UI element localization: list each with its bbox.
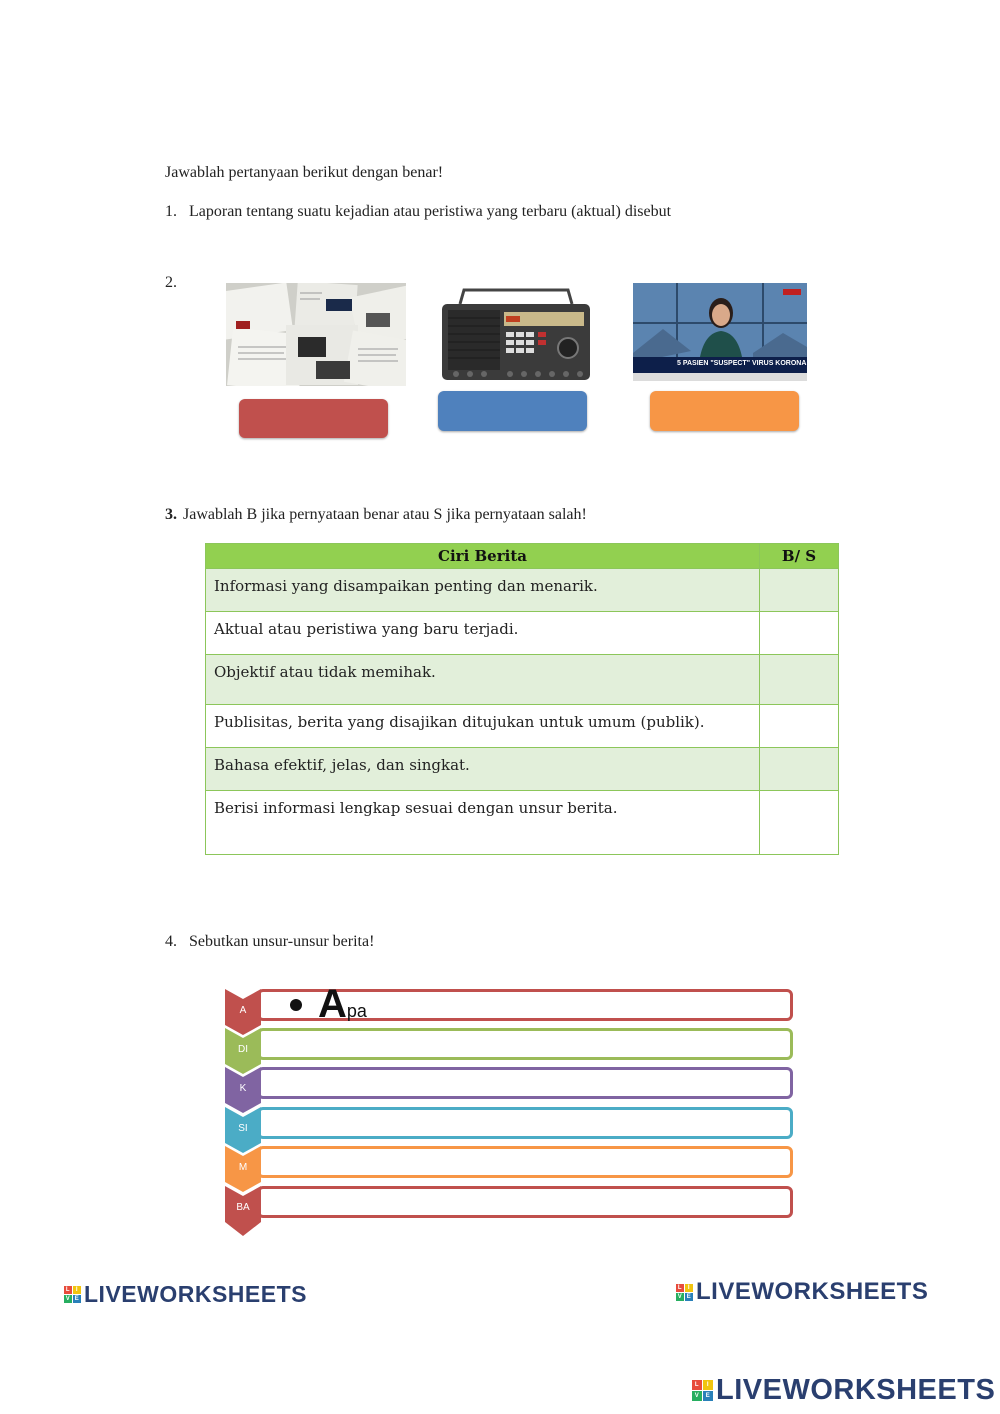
table-row	[206, 791, 839, 855]
example-small-text: pa	[346, 1001, 367, 1021]
answer-cell[interactable]	[760, 612, 839, 655]
bullet-icon	[290, 999, 302, 1011]
example-big-letter: A	[318, 982, 347, 1026]
statement-text: Informasi yang disampaikan penting dan menarik.	[206, 569, 760, 612]
question-1	[165, 203, 671, 221]
statement-text: Objektif atau tidak memihak.	[206, 655, 760, 705]
unsur-row-ba	[225, 1186, 793, 1220]
table-row	[206, 705, 839, 748]
table-header-row	[206, 544, 839, 569]
liveworksheets-logo	[676, 1278, 928, 1306]
answer-field-di[interactable]	[257, 1028, 793, 1060]
chevron-ba	[225, 1186, 261, 1232]
answer-field-si[interactable]	[257, 1107, 793, 1139]
answer-box-radio[interactable]	[438, 391, 587, 431]
liveworksheets-icon: L I V E	[677, 1284, 692, 1300]
question-1-text: Laporan tentang suatu kejadian atau peristiwa yang terbaru (aktual) disebut	[189, 203, 672, 220]
table-row	[206, 569, 839, 612]
header-bs: B/ S	[760, 544, 839, 569]
table-row	[206, 612, 839, 655]
tv-news-image	[633, 283, 807, 381]
table-row	[206, 655, 839, 705]
question-1-number: 1.	[165, 203, 177, 220]
answer-field-k[interactable]	[257, 1067, 793, 1099]
radio-image	[440, 286, 592, 382]
instruction-text: Jawablah pertanyaan berikut dengan benar!	[165, 164, 444, 181]
answer-cell[interactable]	[760, 748, 839, 791]
answer-field-m[interactable]	[257, 1146, 793, 1178]
unsur-row-di	[225, 1028, 793, 1062]
liveworksheets-icon: L I V E	[692, 1380, 713, 1401]
question-4	[165, 933, 374, 951]
statement-text: Bahasa efektif, jelas, dan singkat.	[206, 748, 760, 791]
question-3-text: Jawablah B jika pernyataan benar atau S jika pernyataan salah!	[183, 506, 587, 523]
question-4-text: Sebutkan unsur-unsur berita!	[189, 933, 375, 950]
chevron-label: BA	[236, 1202, 250, 1213]
unsur-row-m	[225, 1146, 793, 1180]
answer-cell[interactable]	[760, 655, 839, 705]
chevron-label: K	[239, 1083, 247, 1094]
ciri-berita-table	[205, 543, 839, 855]
answer-box-tv[interactable]	[650, 391, 799, 431]
liveworksheets-text: LIVEWORKSHEETS	[696, 1278, 929, 1305]
unsur-row-si	[225, 1107, 793, 1141]
question-4-number: 4.	[165, 933, 177, 950]
answer-cell[interactable]	[760, 569, 839, 612]
answer-cell[interactable]	[760, 705, 839, 748]
newspapers-image	[226, 283, 406, 386]
answer-box-newspaper[interactable]	[239, 399, 388, 438]
chevron-label: M	[238, 1162, 248, 1173]
liveworksheets-text: LIVEWORKSHEETS	[84, 1281, 307, 1307]
liveworksheets-icon: L I V E	[65, 1287, 80, 1302]
chevron-label: DI	[238, 1044, 248, 1055]
table-row	[206, 748, 839, 791]
unsur-row-k	[225, 1067, 793, 1101]
statement-text: Berisi informasi lengkap sesuai dengan unsur berita.	[206, 791, 760, 855]
header-ciri-berita: Ciri Berita	[206, 544, 760, 569]
answer-field-ba[interactable]	[257, 1186, 793, 1218]
liveworksheets-logo	[692, 1374, 995, 1407]
liveworksheets-logo	[64, 1281, 307, 1308]
statement-text: Publisitas, berita yang disajikan ditujukan untuk umum (publik).	[206, 705, 760, 748]
question-3	[165, 506, 587, 524]
statement-text: Aktual atau peristiwa yang baru terjadi.	[206, 612, 760, 655]
chevron-label: SI	[238, 1123, 248, 1134]
tv-caption: 5 PASIEN "SUSPECT" VIRUS KORONA	[677, 360, 807, 367]
question-2-number: 2.	[165, 274, 177, 291]
liveworksheets-text: LIVEWORKSHEETS	[716, 1374, 996, 1406]
example-answer-apa	[290, 982, 367, 1027]
chevron-label: A	[239, 1005, 247, 1016]
answer-cell[interactable]	[760, 791, 839, 855]
question-3-number: 3.	[165, 506, 177, 523]
